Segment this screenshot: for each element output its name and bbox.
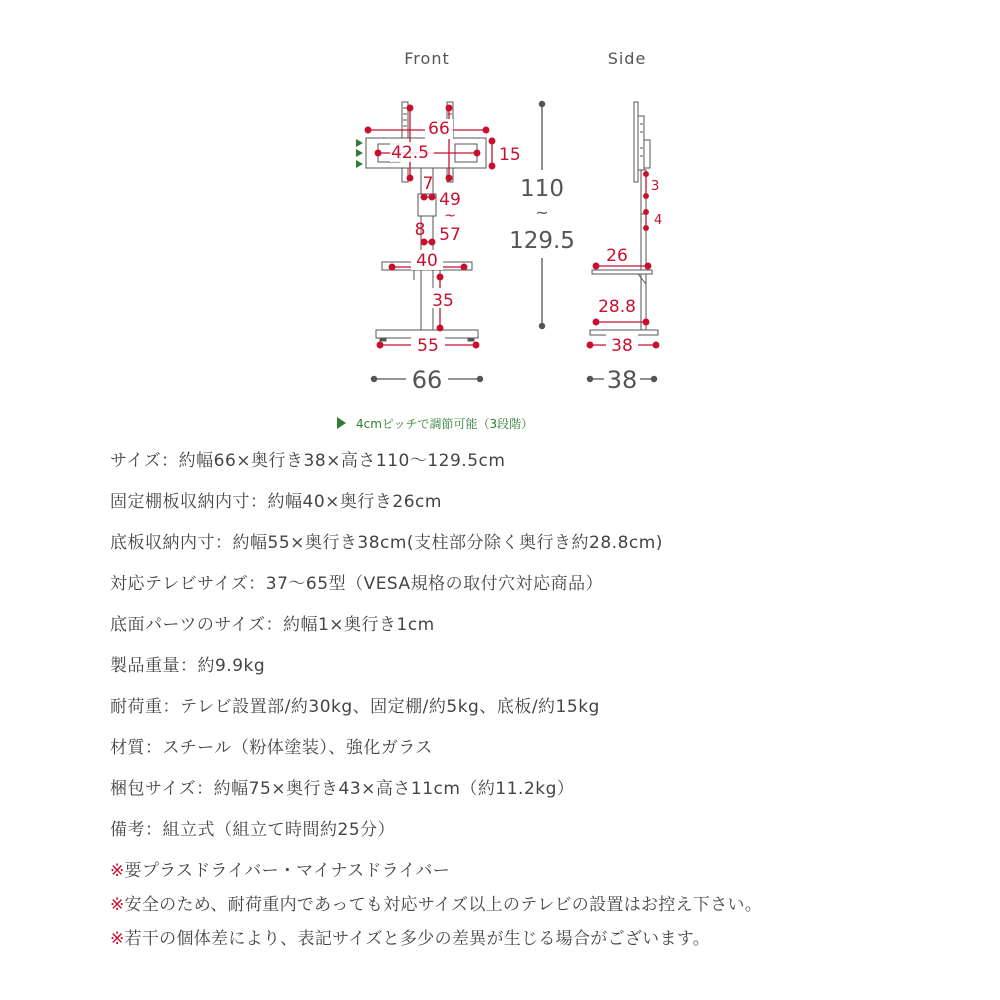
dim-base-width: 55 bbox=[417, 336, 439, 356]
spec-tv-size: 対応テレビサイズ：37〜65型（VESA規格の取付穴対応商品） bbox=[110, 574, 604, 594]
spec-load: 耐荷重：テレビ設置部/約30kg、固定棚/約5kg、底板/約15kg bbox=[110, 697, 600, 717]
dim-height-57: 57 bbox=[439, 225, 461, 245]
dim-base-inner-depth: 28.8 bbox=[598, 297, 636, 317]
dim-shelf-width: 40 bbox=[416, 251, 438, 271]
spec-remarks: 備考：組立式（組立て時間約25分） bbox=[110, 820, 396, 840]
dim-side-bracket-4: 4 bbox=[654, 213, 663, 228]
note-mark: ※ bbox=[110, 861, 125, 881]
play-arrow-icon bbox=[337, 417, 346, 429]
note-item bbox=[110, 858, 990, 892]
dim-height-49: 49 bbox=[439, 190, 461, 210]
spec-foot-size: 底面パーツのサイズ：約幅1×奥行き1cm bbox=[110, 615, 435, 635]
note-item bbox=[110, 892, 990, 926]
dim-width-66-top: 66 bbox=[428, 119, 450, 139]
dim-shelf-gap: 35 bbox=[432, 291, 454, 311]
note-item bbox=[110, 926, 990, 960]
dimension-diagram bbox=[0, 0, 1000, 440]
note-mark: ※ bbox=[110, 929, 125, 949]
dim-pole-7: 7 bbox=[422, 174, 434, 194]
dim-vesa-height: 15 bbox=[499, 145, 521, 165]
pitch-markers bbox=[356, 139, 363, 168]
note-mark: ※ bbox=[110, 895, 125, 915]
dim-overall-depth: 38 bbox=[606, 366, 638, 394]
note-text: 要プラスドライバー・マイナスドライバー bbox=[124, 861, 451, 881]
notes-list bbox=[110, 858, 990, 960]
total-height-min: 110 bbox=[520, 176, 564, 202]
spec-material: 材質：スチール（粉体塗装）、強化ガラス bbox=[110, 738, 433, 758]
dim-base-depth: 38 bbox=[611, 336, 633, 356]
side-view-title: Side bbox=[607, 49, 647, 68]
spec-shelf-inner: 固定棚板収納内寸：約幅40×奥行き26cm bbox=[110, 492, 442, 512]
side-shelf bbox=[592, 270, 652, 274]
dim-overall-width: 66 bbox=[411, 366, 443, 394]
spec-size: サイズ：約幅66×奥行き38×高さ110〜129.5cm bbox=[110, 451, 506, 471]
dim-offset-8: 8 bbox=[414, 220, 426, 240]
dim-side-bracket-3: 3 bbox=[651, 179, 660, 194]
spec-weight: 製品重量：約9.9kg bbox=[110, 656, 266, 676]
dim-shelf-depth: 26 bbox=[606, 246, 628, 266]
dim-vesa-width: 42.5 bbox=[391, 143, 429, 163]
spec-package: 梱包サイズ：約幅75×奥行き43×高さ11cm（約11.2kg） bbox=[110, 779, 575, 799]
total-height-max: 129.5 bbox=[509, 228, 575, 254]
note-text: 安全のため、耐荷重内であっても対応サイズ以上のテレビの設置はお控え下さい。 bbox=[124, 895, 763, 915]
spec-base-inner: 底板収納内寸：約幅55×奥行き38cm(支柱部分除く奥行き約28.8cm) bbox=[110, 533, 663, 553]
front-view-title: Front bbox=[404, 49, 450, 68]
dim-range-tilde: ~ bbox=[444, 208, 456, 224]
total-height-tilde: ~ bbox=[535, 203, 549, 222]
pitch-note: 4cmピッチで調節可能（3段階） bbox=[356, 417, 534, 431]
note-text: 若干の個体差により、表記サイズと多少の差異が生じる場合がございます。 bbox=[124, 929, 711, 949]
side-bracket bbox=[634, 102, 638, 182]
spec-list bbox=[110, 448, 970, 858]
